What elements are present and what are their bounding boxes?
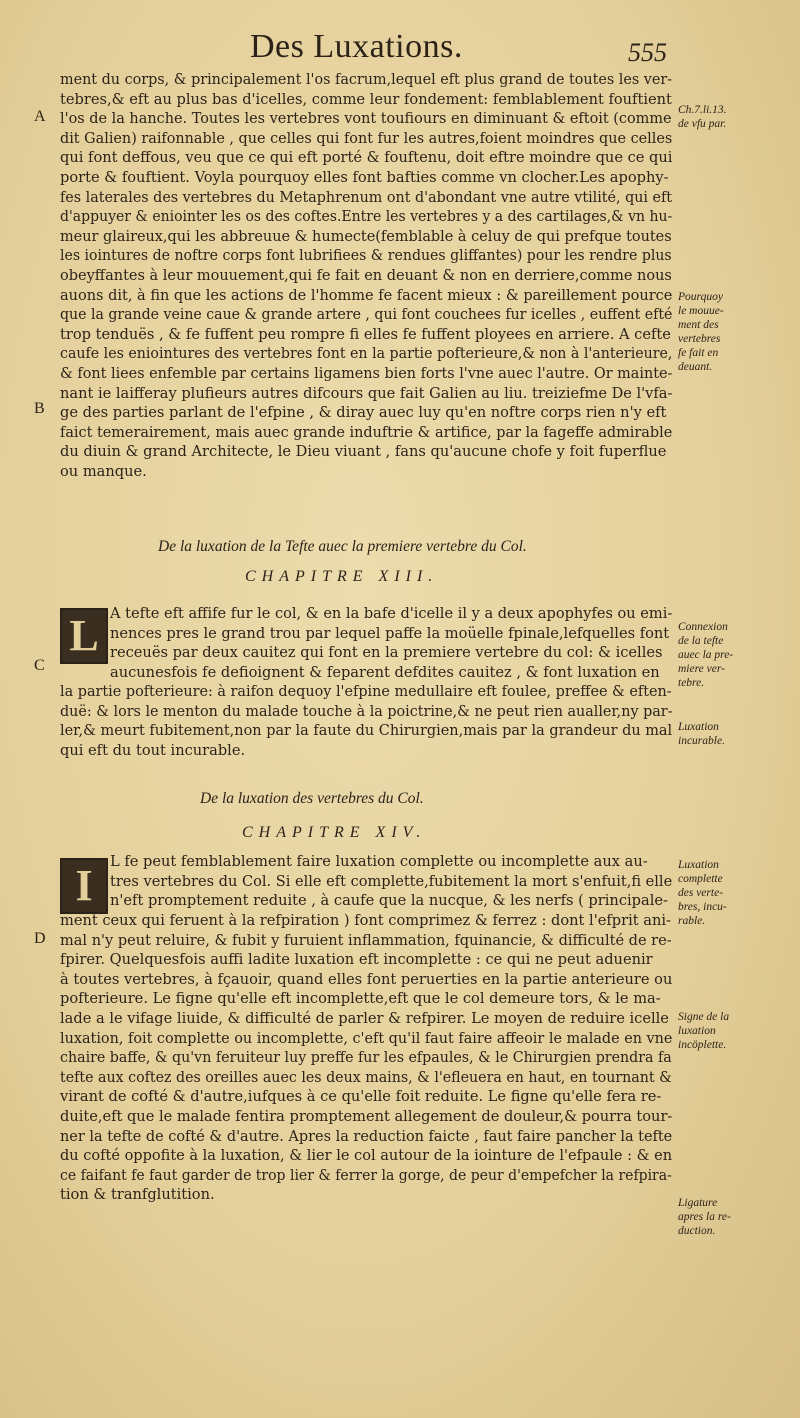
marginal-note-ligature: Ligature apres la re- duction. (678, 1197, 731, 1237)
text-line: ler,& meurt fubitement,non par la faute du Chirurgien,mais par la grandeur du mal (60, 722, 673, 740)
section-title-13: De la luxation de la Tefte auec la premiere vertebre du Col. (158, 538, 527, 555)
text-line: auons dit, à fin que les actions de l'homme fe facent mieux : & pareillement pource (60, 286, 673, 304)
text-line: mal n'y peut reluire, & fubit y furuient inflammation, fquinancie, & difficulté de re- (60, 931, 672, 949)
text-line: ment du corps, & principalement l'os facrum,lequel eft plus grand de toutes les ver- (60, 71, 673, 88)
text-line: nences pres le grand trou par lequel paffe la moüelle fpinale,lefquelles font (110, 624, 670, 642)
text-line: à toutes vertebres, à fçauoir, quand elles font peruerties en la partie anterieure ou (60, 970, 673, 988)
chapter-heading-13: CHAPITRE XIII. (245, 568, 439, 585)
dropcap-14: I (60, 858, 108, 914)
dropcap-13: L (60, 608, 108, 664)
text-line: d'appuyer & eniointer les os des coftes.Entre les vertebres y a des cartilages,& vn hu- (60, 208, 673, 226)
text-line: caufe les eniointures des vertebres font en la partie pofterieure,& non à l'anterieure, (60, 345, 673, 363)
text-line: porte & fouftient. Voyla pourquoy elles font bafties comme vn clocher.Les apophy- (60, 168, 669, 186)
text-line: luxation, foit complette ou incomplette, c'eft qu'il faut faire affeoir le malade en vne (60, 1029, 673, 1047)
text-line: qui eft du tout incurable. (60, 741, 246, 759)
section-title-14: De la luxation des vertebres du Col. (200, 790, 424, 807)
text-line: fes laterales des vertebres du Metaphrenum ont d'abondant vne autre vtilité, qui eft (60, 188, 673, 206)
marginal-note-incurable: Luxation incurable. (678, 721, 725, 747)
text-line: tefte aux coftez des oreilles auec les deux mains, & l'efleuera en haut, en tournant & (60, 1068, 672, 1086)
text-line: lade a le vifage liuide, & difficulté de parler & refpirer. Le moyen de reduire icelle (60, 1009, 669, 1027)
text-line: meur glaireux,qui les abbreuue & humecte(femblable à celuy de qui prefque toutes (60, 227, 672, 245)
text-line: A tefte eft affife fur le col, & en la bafe d'icelle il y a deux apophyfes ou emi- (110, 605, 673, 622)
text-line: duite,eft que le malade fentira promptement allegement de douleur,& pourra tour- (60, 1107, 673, 1125)
margin-letter-d: D (34, 930, 46, 947)
page-number: 555 (628, 38, 667, 67)
text-line: ce faifant fe faut garder de trop lier & ferrer la gorge, de peur d'empefcher la refpira- (60, 1166, 672, 1184)
paragraph-chapter-14-lead (110, 852, 672, 911)
text-line: virant de cofté & d'autre,iufques à ce qu'elle foit reduite. Le figne qu'elle fera re- (60, 1088, 662, 1106)
paragraph-chapter-14 (60, 911, 672, 1205)
margin-letter-c: C (34, 657, 45, 674)
text-line: ner la tefte de cofté & d'autre. Apres la reduction faicte , faut faire pancher la tefte (60, 1127, 673, 1145)
margin-letter-b: B (34, 400, 45, 417)
text-line: pofterieure. Le figne qu'elle eft incomplette,eft que le col demeure tors, & le ma- (60, 990, 661, 1008)
margin-letter-a: A (34, 108, 46, 125)
marginal-note-movement: Pourquoy le mouue- ment des vertebres fe fait en deuant. (678, 291, 724, 373)
text-line: tres vertebres du Col. Si elle eft complette,fubitement la mort s'enfuit,fi elle (110, 872, 673, 890)
text-line: receuës par deux cauitez qui font en la premiere vertebre du col: & icelles (110, 644, 663, 662)
marginal-note-connexion: Connexion de la tefte auec la pre- miere ver- tebre. (678, 621, 734, 689)
marginal-note-sign: Signe de la luxation incöplette. (678, 1011, 730, 1051)
text-line: trop tenduës , & fe fuffent peu rompre fi elles fe fuffent ployees en arriere. A cefte (60, 325, 671, 343)
text-line: duë: & lors le menton du malade touche à la poictrine,& ne peut rien aualler,ny par- (60, 702, 673, 720)
text-line: ge des parties parlant de l'efpine , & diray auec luy qu'en noftre corps rien n'y eft (60, 404, 667, 422)
paragraph-chapter-13 (60, 682, 672, 760)
text-line: tion & tranfglutition. (60, 1186, 215, 1204)
text-line: ou manque. (60, 462, 147, 480)
chapter-heading-14: CHAPITRE XIV. (242, 824, 427, 841)
running-head: Des Luxations. (250, 28, 463, 65)
text-line: aucunesfois fe defioignent & feparent defdites cauitez , & font luxation en (110, 663, 660, 681)
text-line: L fe peut femblablement faire luxation complette ou incomplette aux au- (110, 853, 648, 870)
text-line: tebres,& eft au plus bas d'icelles, comme leur fondement: femblablement fouftient (60, 90, 672, 108)
text-line: chaire baffe, & qu'vn feruiteur luy preffe fur les efpaules, & le Chirurgien prendra fa (60, 1049, 672, 1067)
text-line: que la grande veine caue & grande artere , qui font couchees fur icelles , euffent efté (60, 306, 673, 324)
text-line: la partie pofterieure: à raifon dequoy l'efpine medullaire eft foulee, preffee & eften- (60, 683, 672, 700)
text-line: faict temerairement, mais auec grande induftrie & artifice, par la fageffe admirable (60, 423, 673, 441)
text-line: ment ceux qui feruent à la refpiration ) font comprimez & ferrez : dont l'efprit ani- (60, 912, 671, 929)
text-line: les iointures de noftre corps font lubrifiees & rendues gliffantes) pour les rendre plus (60, 247, 672, 265)
text-line: du diuin & grand Architecte, le Dieu viuant , fans qu'aucune chofe y foit fuperflue (60, 443, 667, 461)
text-line: dit Galien) raifonnable , que celles qui font fur les autres,foient moindres que celles (60, 129, 673, 147)
text-line: n'eft promptement reduite , à caufe que la nucque, & les nerfs ( principale- (110, 892, 668, 910)
paragraph-vertebrae (60, 70, 672, 481)
paragraph-chapter-13-lead (110, 604, 672, 682)
text-line: qui font deffous, veu que ce qui eft porté & fouftenu, doit eftre moindre que ce qui (60, 149, 673, 167)
text-line: fpirer. Quelquesfois auffi ladite luxation eft incomplette : ce qui ne peut aduenir (60, 951, 653, 969)
text-line: l'os de la hanche. Toutes les vertebres vont toufiours en diminuant & eftoit (comme (60, 110, 672, 128)
marginal-note-complete-luxation: Luxation complette des verte- bres, incu- rable. (678, 859, 727, 927)
text-line: & font liees enfemble par certains ligamens bien forts l'vne auec l'autre. Or mainte- (60, 364, 673, 382)
marginal-note-citation: Ch.7.li.13. de vfu par. (678, 104, 727, 130)
text-line: obeyffantes à leur mouuement,qui fe fait en deuant & non en derriere,comme nous (60, 266, 672, 284)
text-line: du cofté oppofite à la luxation, & lier le col autour de la iointure de l'efpaule : & en (60, 1147, 673, 1165)
text-line: nant ie laifferay plufieurs autres difcours que fait Galien au liu. treiziefme De l'vfa- (60, 384, 673, 402)
